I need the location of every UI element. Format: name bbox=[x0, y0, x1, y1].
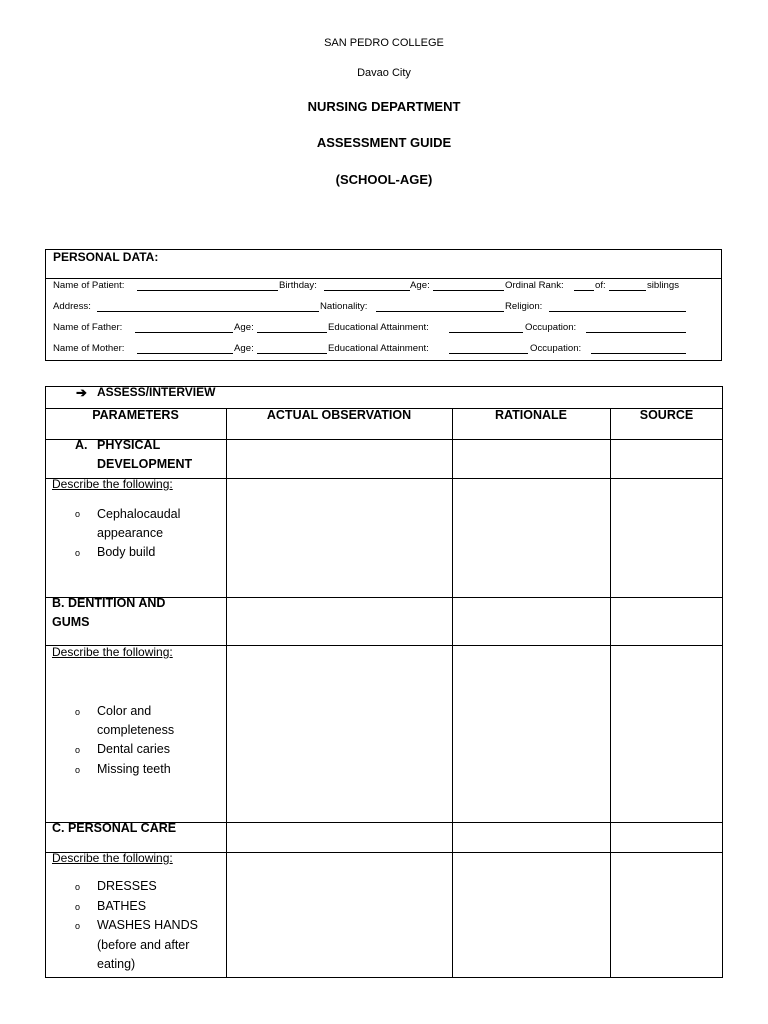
label-age: Age: bbox=[410, 280, 430, 291]
college-city: Davao City bbox=[357, 67, 411, 79]
list-item: DRESSES bbox=[97, 879, 157, 893]
list-item: Color and bbox=[97, 704, 152, 718]
field-father-name[interactable] bbox=[135, 321, 233, 338]
label-father-name: Name of Father: bbox=[53, 322, 123, 333]
field-ordinal-rank[interactable] bbox=[574, 279, 594, 296]
field-father-education[interactable] bbox=[449, 321, 523, 338]
table-border-left bbox=[45, 386, 46, 978]
age-group-title: (SCHOOL-AGE) bbox=[335, 172, 433, 187]
assess-interview-title: ASSESS/INTERVIEW bbox=[97, 385, 216, 399]
list-item: completeness bbox=[97, 723, 175, 737]
section-c-heading: C. PERSONAL CARE bbox=[52, 821, 177, 835]
label-father-occupation: Occupation: bbox=[525, 322, 577, 333]
bullet-icon: o bbox=[75, 902, 81, 912]
label-ordinal-rank: Ordinal Rank: bbox=[505, 280, 564, 291]
section-b-heading: B. DENTITION AND bbox=[52, 596, 166, 610]
field-mother-occupation[interactable] bbox=[591, 342, 686, 359]
list-item: (before and after bbox=[97, 938, 190, 952]
personal-row-father bbox=[53, 321, 713, 335]
label-mother-occupation: Occupation: bbox=[530, 343, 582, 354]
assessment-table bbox=[45, 386, 723, 978]
bullet-icon: o bbox=[75, 707, 81, 717]
label-father-age: Age: bbox=[234, 322, 254, 333]
guide-title: ASSESSMENT GUIDE bbox=[316, 135, 452, 150]
label-address: Address: bbox=[53, 301, 91, 312]
field-father-age[interactable] bbox=[257, 321, 327, 338]
bullet-icon: o bbox=[75, 745, 81, 755]
field-siblings-count[interactable] bbox=[609, 279, 646, 296]
section-a-heading: PHYSICAL bbox=[97, 438, 161, 452]
department-title: NURSING DEPARTMENT bbox=[307, 99, 461, 114]
field-religion[interactable] bbox=[549, 300, 686, 317]
field-birthday[interactable] bbox=[324, 279, 410, 296]
field-mother-name[interactable] bbox=[137, 342, 233, 359]
list-item: appearance bbox=[97, 526, 164, 540]
label-father-education: Educational Attainment: bbox=[328, 322, 429, 333]
list-item: Cephalocaudal bbox=[97, 507, 181, 521]
field-mother-age[interactable] bbox=[257, 342, 327, 359]
personal-row-address bbox=[53, 300, 713, 314]
label-birthday: Birthday: bbox=[279, 280, 317, 291]
table-border-bottom bbox=[45, 977, 723, 978]
list-item: Body build bbox=[97, 545, 156, 559]
list-item: BATHES bbox=[97, 899, 147, 913]
column-header-parameters: PARAMETERS bbox=[92, 408, 179, 422]
field-patient-name[interactable] bbox=[137, 279, 278, 296]
bullet-icon: o bbox=[75, 509, 81, 519]
section-a-describe: Describe the following: bbox=[52, 477, 173, 491]
column-divider bbox=[452, 408, 453, 978]
list-item: Missing teeth bbox=[97, 762, 171, 776]
label-siblings: siblings bbox=[647, 280, 679, 291]
personal-data-box bbox=[45, 249, 722, 361]
column-divider bbox=[610, 408, 611, 978]
section-b-heading: GUMS bbox=[52, 615, 90, 629]
label-religion: Religion: bbox=[505, 301, 543, 312]
list-item: eating) bbox=[97, 957, 136, 971]
label-patient-name: Name of Patient: bbox=[53, 280, 125, 291]
label-nationality: Nationality: bbox=[320, 301, 368, 312]
bullet-icon: o bbox=[75, 921, 81, 931]
bullet-icon: o bbox=[75, 548, 81, 558]
column-divider bbox=[226, 408, 227, 978]
field-address[interactable] bbox=[97, 300, 319, 317]
section-a-letter: A. bbox=[75, 438, 88, 452]
field-age[interactable] bbox=[433, 279, 504, 296]
bullet-icon: o bbox=[75, 765, 81, 775]
section-c-describe: Describe the following: bbox=[52, 851, 173, 865]
label-of: of: bbox=[595, 280, 606, 291]
field-mother-education[interactable] bbox=[449, 342, 528, 359]
field-nationality[interactable] bbox=[376, 300, 504, 317]
list-item: WASHES HANDS bbox=[97, 918, 198, 932]
list-item: Dental caries bbox=[97, 742, 170, 756]
bullet-icon: o bbox=[75, 882, 81, 892]
label-mother-education: Educational Attainment: bbox=[328, 343, 429, 354]
field-father-occupation[interactable] bbox=[586, 321, 686, 338]
column-header-rationale: RATIONALE bbox=[495, 408, 567, 422]
table-border-right bbox=[722, 386, 723, 978]
label-mother-age: Age: bbox=[234, 343, 254, 354]
column-header-actual-observation: ACTUAL OBSERVATION bbox=[266, 408, 412, 422]
college-name: SAN PEDRO COLLEGE bbox=[324, 37, 444, 49]
arrow-icon: ➔ bbox=[76, 385, 87, 400]
personal-row-mother bbox=[53, 342, 713, 356]
section-a-heading: DEVELOPMENT bbox=[97, 457, 193, 471]
personal-data-title: PERSONAL DATA: bbox=[53, 250, 159, 264]
personal-row-patient bbox=[53, 279, 713, 293]
label-mother-name: Name of Mother: bbox=[53, 343, 125, 354]
column-header-source: SOURCE bbox=[639, 408, 694, 422]
section-b-describe: Describe the following: bbox=[52, 645, 173, 659]
